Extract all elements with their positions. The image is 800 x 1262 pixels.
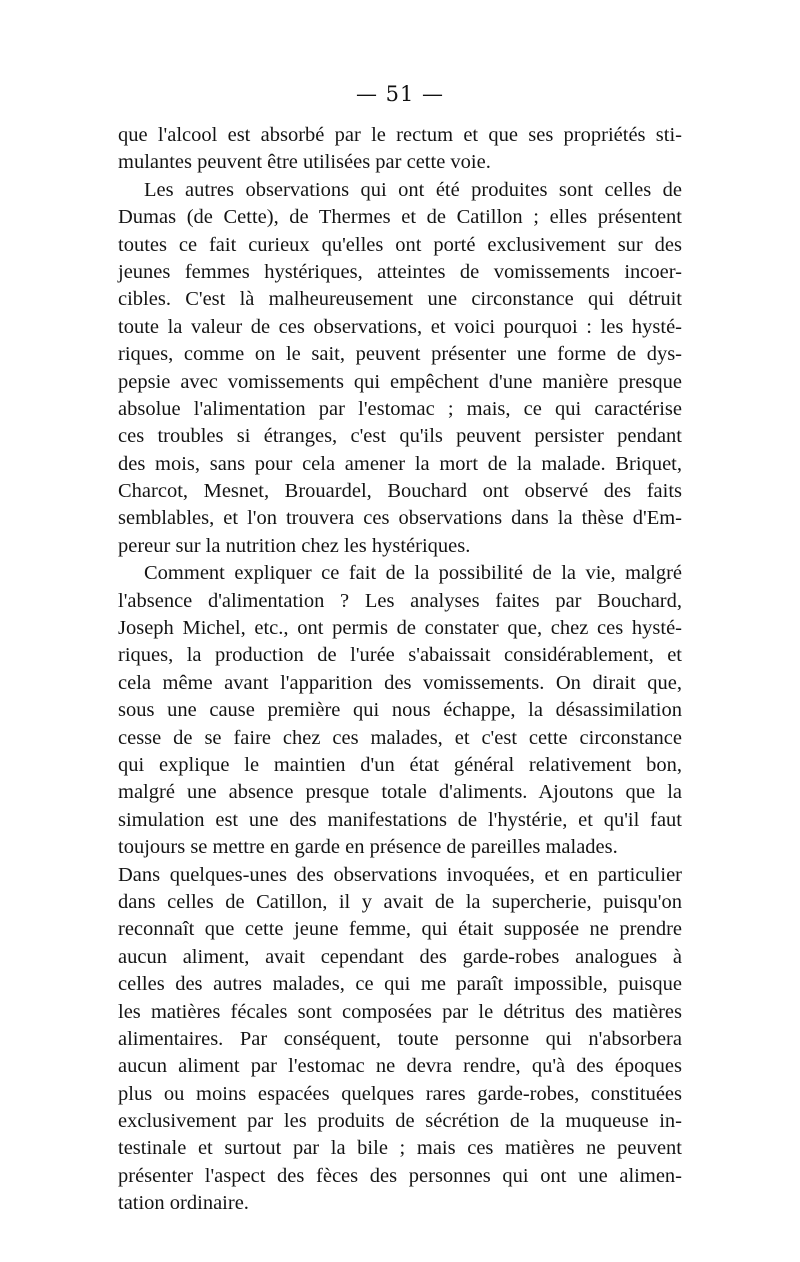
text-line: testinale et surtout par la bile ; mais ces matières ne peuvent [118, 1137, 682, 1160]
text-line: des mois, sans pour cela amener la mort de la malade. Briquet, [118, 452, 682, 475]
paragraph [118, 122, 682, 177]
text-line: Comment expliquer ce fait de la possibilité de la vie, malgré [144, 562, 682, 585]
text-line: aucun aliment, avait cependant des garde-robes analogues à [118, 945, 682, 968]
text-line: aucun aliment par l'estomac ne devra rendre, qu'à des époques [118, 1055, 682, 1078]
text-line: Joseph Michel, etc., ont permis de constater que, chez ces hysté- [118, 617, 682, 640]
text-line: plus ou moins espacées quelques rares garde-robes, constituées [118, 1082, 682, 1105]
text-line: riques, la production de l'urée s'abaissait considérablement, et [118, 644, 682, 667]
text-line: les matières fécales sont composées par le détritus des matières [118, 1000, 682, 1023]
text-line: malgré une absence presque totale d'aliments. Ajoutons que la [118, 781, 682, 804]
text-line: cela même avant l'apparition des vomissements. On dirait que, [118, 671, 682, 694]
text-line: Les autres observations qui ont été produites sont celles de [144, 178, 682, 201]
text-line: ces troubles si étranges, c'est qu'ils peuvent persister pendant [118, 425, 682, 448]
text-line: l'absence d'alimentation ? Les analyses faites par Bouchard, [118, 589, 682, 612]
text-line: dans celles de Catillon, il y avait de la supercherie, puisqu'on [118, 890, 682, 913]
text-line: alimentaires. Par conséquent, toute personne qui n'absorbera [118, 1027, 682, 1050]
text-line: toute la valeur de ces observations, et voici pourquoi : les hysté- [118, 315, 682, 338]
text-line: que l'alcool est absorbé par le rectum et que ses propriétés sti- [118, 124, 682, 146]
text-line: tation ordinaire. [118, 1192, 249, 1215]
text-line: Dumas (de Cette), de Thermes et de Catillon ; elles présentent [118, 206, 682, 229]
text-line: toujours se mettre en garde en présence de pareilles malades. [118, 836, 618, 859]
text-line: reconnaît que cette jeune femme, qui était supposée ne prendre [118, 918, 682, 941]
text-line: simulation est une des manifestations de l'hystérie, et qu'il faut [118, 808, 682, 831]
text-line: Dans quelques-unes des observations invoquées, et en particulier [118, 863, 682, 886]
text-line: Charcot, Mesnet, Brouardel, Bouchard ont observé des faits [118, 480, 682, 503]
body-text [118, 122, 682, 1218]
text-line: sous une cause première qui nous échappe, la désassimilation [118, 699, 682, 722]
text-line: qui explique le maintien d'un état général relativement bon, [118, 753, 682, 776]
text-line: riques, comme on le sait, peuvent présenter une forme de dys- [118, 343, 682, 366]
text-line: celles des autres malades, ce qui me paraît impossible, puisque [118, 973, 682, 996]
text-line: pepsie avec vomissements qui empêchent d'une manière presque [118, 370, 682, 393]
text-line: présenter l'aspect des fèces des personnes qui ont une alimen- [118, 1164, 682, 1187]
text-line: pereur sur la nutrition chez les hystériques. [118, 534, 471, 557]
paragraph [118, 177, 682, 560]
text-line: exclusivement par les produits de sécrétion de la muqueuse in- [118, 1110, 682, 1133]
text-line: jeunes femmes hystériques, atteintes de vomissements incoer- [118, 260, 682, 283]
text-line: mulantes peuvent être utilisées par cette voie. [118, 151, 491, 174]
paragraph [118, 862, 682, 1218]
text-line: cibles. C'est là malheureusement une circonstance qui détruit [118, 288, 682, 311]
text-line: semblables, et l'on trouvera ces observations dans la thèse d'Em- [118, 507, 682, 530]
page-number: — 51 — [355, 82, 445, 106]
text-line: cesse de se faire chez ces malades, et c'est cette circonstance [118, 726, 682, 749]
text-line: absolue l'alimentation par l'estomac ; mais, ce qui caractérise [118, 397, 682, 420]
paragraph [118, 560, 682, 861]
text-line: toutes ce fait curieux qu'elles ont porté exclusivement sur des [118, 233, 682, 256]
